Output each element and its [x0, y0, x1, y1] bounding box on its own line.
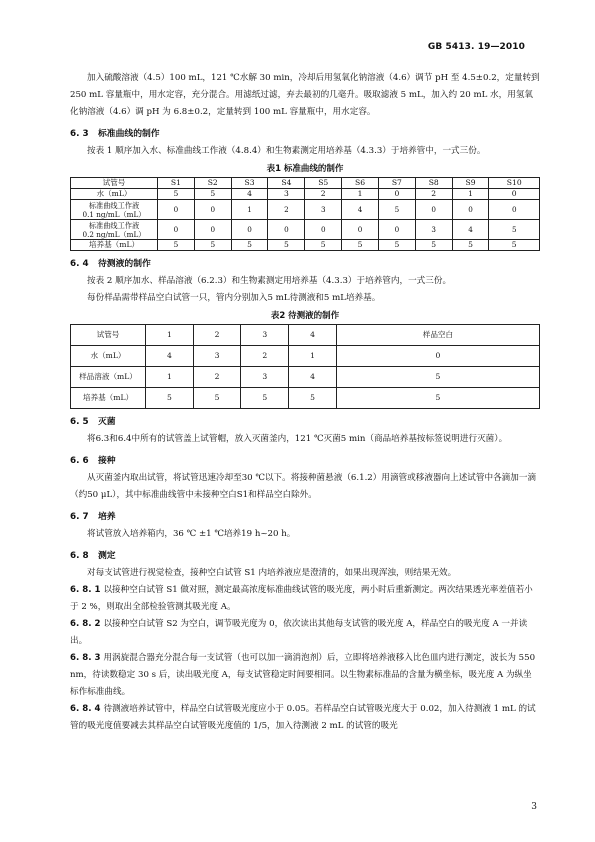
section-number: 6. 7 — [70, 512, 89, 522]
subsection-number: 6. 8. 1 — [70, 585, 104, 595]
value-cell: 5 — [289, 388, 337, 409]
value-cell: 2 — [268, 200, 305, 220]
page-content — [70, 70, 540, 735]
header-label-cell: 试管号 — [71, 325, 146, 346]
subsection-number: 6. 8. 4 — [70, 704, 104, 714]
row-label-cell: 培养基（mL） — [71, 240, 158, 251]
value-cell: 0 — [489, 200, 540, 220]
value-cell: 0 — [194, 220, 231, 240]
value-cell: 1 — [146, 367, 194, 388]
value-cell: 5 — [193, 388, 241, 409]
row-label-cell: 水（mL） — [71, 346, 146, 367]
row-label-cell: 标准曲线工作液 0.1 ng/mL（mL） — [71, 200, 158, 220]
section-6-6-text: 从灭菌釜内取出试管，将试管迅速冷却至30 ℃以下。将接种菌悬液（6.1.2）用滴管或移液器向上述试管中各滴加一滴（约50 μL），其中标准曲线管中未接种空白S1和样品空白除外。 — [70, 473, 537, 500]
value-cell: 1 — [289, 346, 337, 367]
value-cell: 5 — [378, 240, 415, 251]
value-cell: 5 — [452, 240, 489, 251]
value-cell: 2 — [415, 189, 452, 200]
value-cell: 0 — [415, 200, 452, 220]
value-cell: 0 — [342, 220, 379, 240]
section-6-3-text: 按表 1 顺序加入水、标准曲线工作液（4.8.4）和生物素测定用培养基（4.3.3）于培养管中，一式三份。 — [87, 146, 486, 156]
section-title: 标准曲线的制作 — [98, 129, 160, 139]
value-cell: 5 — [489, 220, 540, 240]
table1-caption: 表1 标准曲线的制作 — [266, 164, 344, 174]
value-cell: 2 — [305, 189, 342, 200]
table2-caption: 表2 待测液的制作 — [270, 311, 340, 321]
value-cell: 0 — [378, 189, 415, 200]
value-cell: 0 — [305, 220, 342, 240]
value-cell: 5 — [336, 367, 539, 388]
value-cell: 0 — [336, 346, 539, 367]
value-cell: 5 — [378, 200, 415, 220]
value-cell: 5 — [342, 240, 379, 251]
section-6-4-text2: 每份样品需带样品空白试管一只，管内分别加入5 mL待测液和5 mL培养基。 — [87, 293, 381, 303]
section-number: 6. 4 — [70, 259, 89, 269]
section-6-4-heading — [70, 256, 540, 273]
column-header-cell: S2 — [194, 178, 231, 189]
table-row — [71, 189, 540, 200]
value-cell: 5 — [146, 388, 194, 409]
subsection-item — [70, 582, 540, 616]
section-title: 灭菌 — [98, 417, 116, 427]
section-6-7-text: 将试管放入培养箱内，36 ℃ ±1 ℃培养19 h~20 h。 — [87, 529, 296, 539]
column-header-cell: 3 — [241, 325, 289, 346]
table2-test-solution — [70, 324, 540, 409]
subsection-item — [70, 701, 540, 735]
column-header-cell: S7 — [378, 178, 415, 189]
value-cell: 5 — [305, 240, 342, 251]
column-header-cell: 1 — [146, 325, 194, 346]
value-cell: 5 — [194, 240, 231, 251]
column-header-cell: 4 — [289, 325, 337, 346]
section-number: 6. 8 — [70, 551, 89, 561]
column-header-cell: S3 — [231, 178, 268, 189]
section-6-8-heading — [70, 548, 540, 565]
section-6-6-heading — [70, 453, 540, 470]
section-title: 接种 — [98, 456, 116, 466]
value-cell: 5 — [415, 240, 452, 251]
section-6-5-text: 将6.3和6.4中所有的试管盖上试管帽，放入灭菌釜内，121 ℃灭菌5 min（商品培养基按标签说明进行灭菌）。 — [87, 434, 508, 444]
value-cell: 1 — [452, 189, 489, 200]
value-cell: 1 — [342, 189, 379, 200]
section-6-7-heading — [70, 509, 540, 526]
value-cell: 0 — [158, 220, 195, 240]
column-header-cell: S9 — [452, 178, 489, 189]
page-number: 3 — [531, 802, 537, 812]
value-cell: 5 — [158, 240, 195, 251]
intro-paragraph: 加入硫酸溶液（4.5）100 mL，121 ℃水解 30 min，冷却后用氢氧化钠溶液（4.6）调节 pH 至 4.5±0.2，定量转到 250 mL 容量瓶中，用水定容，充分混合。用滤纸过滤，弃去最初的几毫升。吸取滤液 5 mL，加入约 20 mL 水，用氢氧化钠溶液（4.6）调 pH 为 6.8±0.2，定量转到 100 mL 容量瓶中，用水定容。 — [70, 73, 540, 117]
subsection-number: 6. 8. 3 — [70, 653, 104, 663]
section-6-8-items — [70, 582, 540, 735]
value-cell: 2 — [193, 367, 241, 388]
table1-standard-curve — [70, 177, 540, 251]
column-header-cell: S5 — [305, 178, 342, 189]
value-cell: 1 — [231, 200, 268, 220]
table-header-row — [71, 325, 540, 346]
column-header-cell: 样品空白 — [336, 325, 539, 346]
subsection-text: 待测液培养试管中，样品空白试管吸光度应小于 0.05。若样品空白试管吸光度大于 0.02，加入待测液 1 mL 的试管的吸光度值要减去其样品空白试管吸光度值的 1/5，加入待测液 2 mL 的试管的吸光 — [70, 704, 536, 731]
value-cell: 4 — [289, 367, 337, 388]
section-title: 待测液的制作 — [98, 259, 151, 269]
table-header-row — [71, 178, 540, 189]
value-cell: 0 — [194, 200, 231, 220]
column-header-cell: S6 — [342, 178, 379, 189]
row-label-cell: 水（mL） — [71, 189, 158, 200]
value-cell: 4 — [146, 346, 194, 367]
value-cell: 0 — [489, 189, 540, 200]
row-label-cell: 样品溶液（mL） — [71, 367, 146, 388]
subsection-number: 6. 8. 2 — [70, 619, 104, 629]
value-cell: 0 — [268, 220, 305, 240]
section-number: 6. 3 — [70, 129, 89, 139]
column-header-cell: S10 — [489, 178, 540, 189]
table-row — [71, 367, 540, 388]
section-6-8-text: 对每支试管进行视觉检查，接种空白试管 S1 内培养液应是澄清的，如果出现浑浊，则结果无效。 — [87, 568, 457, 578]
subsection-item — [70, 650, 540, 701]
value-cell: 3 — [268, 189, 305, 200]
value-cell: 5 — [194, 189, 231, 200]
column-header-cell: S8 — [415, 178, 452, 189]
value-cell: 4 — [452, 220, 489, 240]
value-cell: 4 — [342, 200, 379, 220]
section-6-3-heading — [70, 126, 540, 143]
value-cell: 2 — [241, 346, 289, 367]
row-label-cell: 培养基（mL） — [71, 388, 146, 409]
column-header-cell: 2 — [193, 325, 241, 346]
section-6-4-text1: 按表 2 顺序加水、样品溶液（6.2.3）和生物素测定用培养基（4.3.3）于培养管内，一式三份。 — [87, 276, 452, 286]
value-cell: 5 — [158, 189, 195, 200]
section-number: 6. 5 — [70, 417, 89, 427]
table-row — [71, 200, 540, 220]
value-cell: 0 — [231, 220, 268, 240]
value-cell: 5 — [489, 240, 540, 251]
subsection-item — [70, 616, 540, 650]
table-row — [71, 240, 540, 251]
value-cell: 4 — [231, 189, 268, 200]
subsection-text: 以接种空白试管 S1 做对照，测定最高浓度标准曲线试管的吸光度，两小时后重新测定。两次结果透光率差值若小于 2 %，则取出全部检验管测其吸光度 A。 — [70, 585, 533, 612]
table-row — [71, 220, 540, 240]
section-title: 培养 — [98, 512, 116, 522]
standard-number-header: GB 5413. 19—2010 — [427, 42, 525, 52]
value-cell: 3 — [305, 200, 342, 220]
column-header-cell: S4 — [268, 178, 305, 189]
value-cell: 3 — [241, 367, 289, 388]
value-cell: 5 — [231, 240, 268, 251]
subsection-text: 以接种空白试管 S2 为空白，调节吸光度为 0，依次读出其他每支试管的吸光度 A，样品空白的吸光度 A 一并读出。 — [70, 619, 528, 646]
value-cell: 5 — [336, 388, 539, 409]
value-cell: 5 — [241, 388, 289, 409]
value-cell: 0 — [158, 200, 195, 220]
value-cell: 3 — [415, 220, 452, 240]
value-cell: 5 — [268, 240, 305, 251]
value-cell: 0 — [452, 200, 489, 220]
table-row — [71, 346, 540, 367]
section-6-5-heading — [70, 414, 540, 431]
header-label-cell: 试管号 — [71, 178, 158, 189]
value-cell: 3 — [193, 346, 241, 367]
row-label-cell: 标准曲线工作液 0.2 ng/mL（mL） — [71, 220, 158, 240]
section-title: 测定 — [98, 551, 116, 561]
subsection-text: 用涡旋混合器充分混合每一支试管（也可以加一滴消泡剂）后，立即将培养液移入比色皿内进行测定，波长为 550 nm，待读数稳定 30 s 后，读出吸光度 A，每支试管稳定时间要相同。以生物素标准品的含量为横坐标，吸光度 A 为纵坐标作标准曲线。 — [70, 653, 536, 697]
column-header-cell: S1 — [158, 178, 195, 189]
value-cell: 0 — [378, 220, 415, 240]
table-row — [71, 388, 540, 409]
section-number: 6. 6 — [70, 456, 89, 466]
